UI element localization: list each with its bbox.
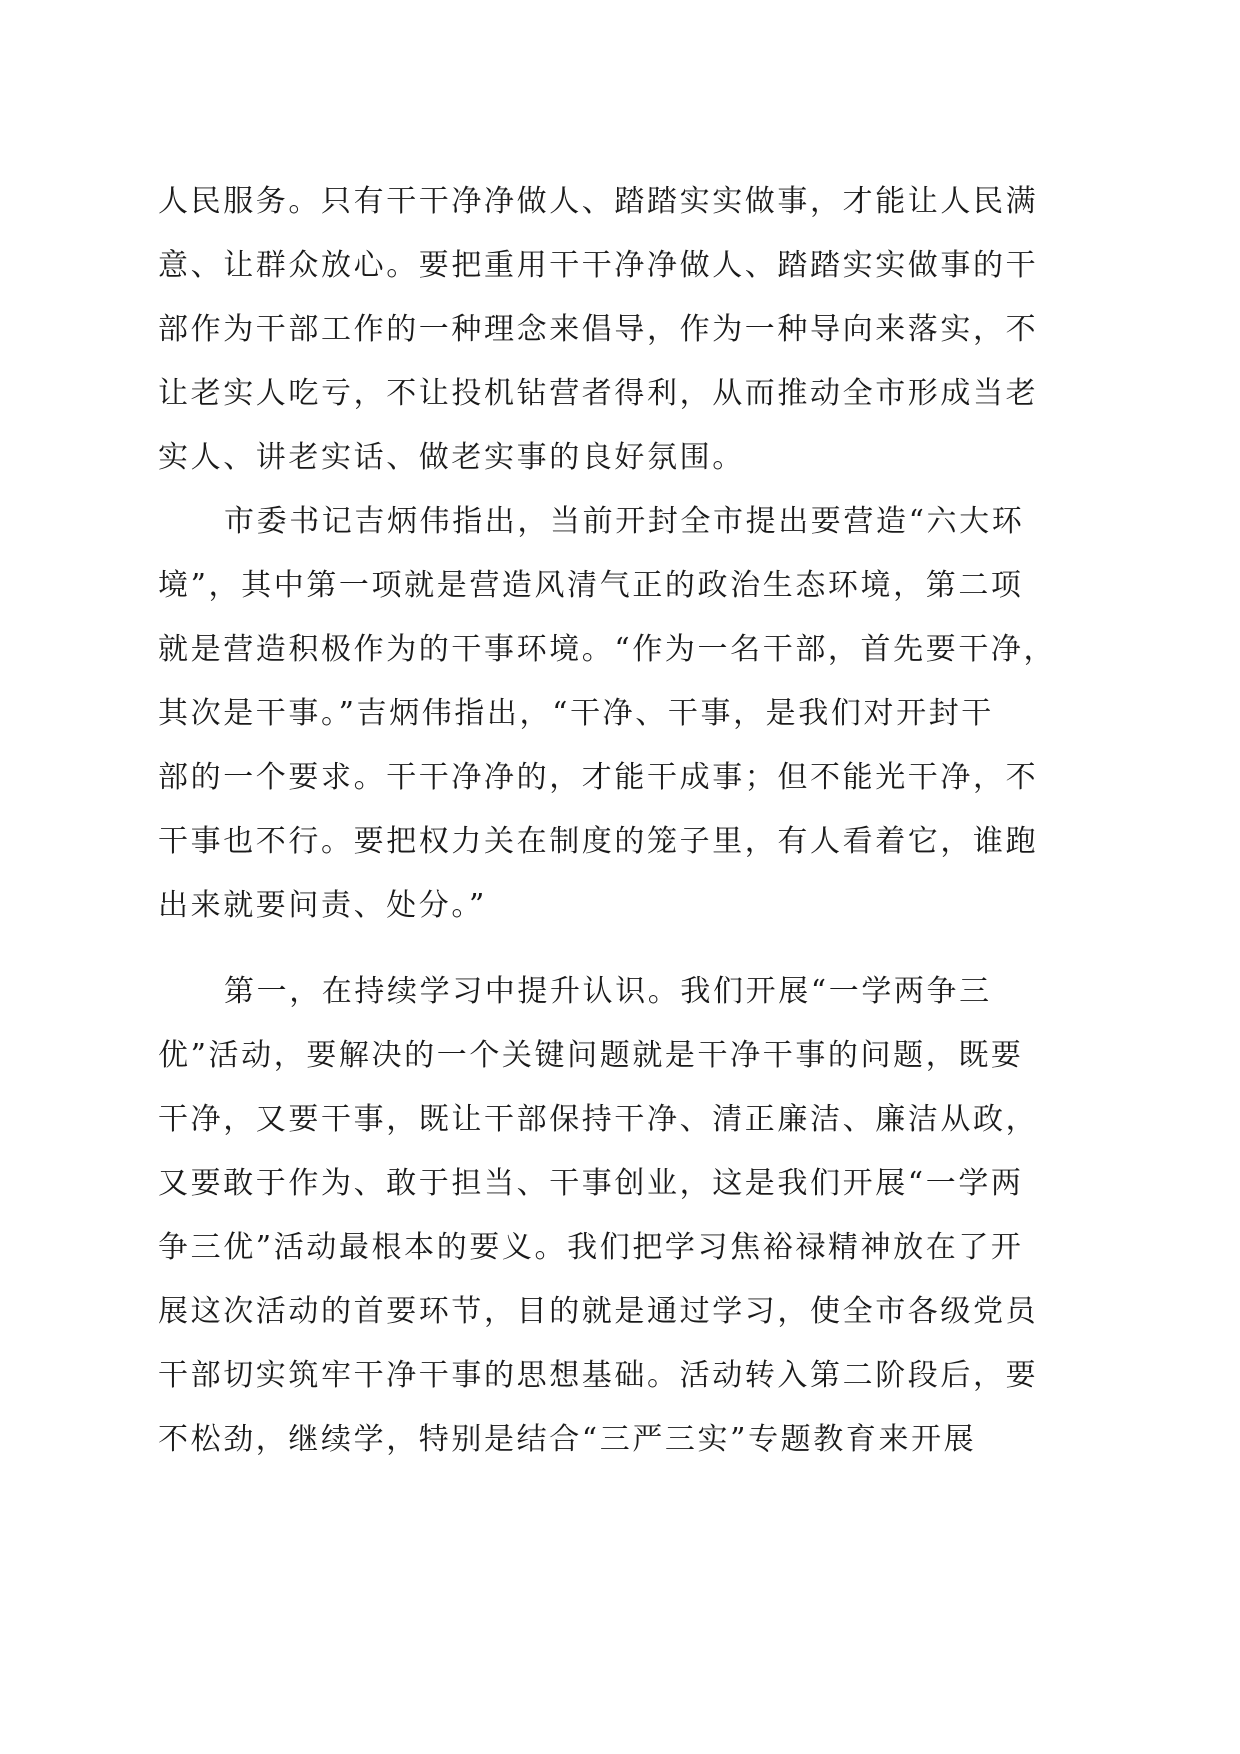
paragraph-line: 意、让群众放心。要把重用干干净净做人、踏踏实实做事的干: [158, 248, 1039, 283]
paragraph-line: 展这次活动的首要环节，目的就是通过学习，使全市各级党员: [158, 1294, 1039, 1329]
paragraph-line: 市委书记吉炳伟指出，当前开封全市提出要营造“六大环: [224, 504, 1025, 539]
paragraph-2: [158, 490, 1078, 938]
paragraph-line: 部作为干部工作的一种理念来倡导，作为一种导向来落实，不: [158, 312, 1039, 347]
paragraph-line: 干部切实筑牢干净干事的思想基础。活动转入第二阶段后，要: [158, 1358, 1039, 1393]
paragraph-line: 其次是干事。”吉炳伟指出，“干净、干事，是我们对开封干: [158, 696, 994, 731]
paragraph-line: 第一，在持续学习中提升认识。我们开展“一学两争三: [224, 974, 992, 1009]
paragraph-line: 又要敢于作为、敢于担当、干事创业，这是我们开展“一学两: [158, 1166, 1024, 1201]
paragraph-line: 部的一个要求。干干净净的，才能干成事；但不能光干净，不: [158, 760, 1039, 795]
paragraph-line: 让老实人吃亏，不让投机钻营者得利，从而推动全市形成当老: [158, 376, 1039, 411]
paragraph-1: [158, 170, 1078, 490]
paragraph-line: 优”活动，要解决的一个关键问题就是干净干事的问题，既要: [158, 1038, 1024, 1073]
paragraph-line: 干事也不行。要把权力关在制度的笼子里，有人看着它，谁跑: [158, 824, 1039, 859]
paragraph-line: 争三优”活动最根本的要义。我们把学习焦裕禄精神放在了开: [158, 1230, 1024, 1265]
paragraph-line: 实人、讲老实话、做老实事的良好氛围。: [158, 440, 745, 475]
paragraph-line: 干净，又要干事，既让干部保持干净、清正廉洁、廉洁从政，: [158, 1102, 1039, 1137]
paragraph-line: 境”，其中第一项就是营造风清气正的政治生态环境，第二项: [158, 568, 1024, 603]
paragraph-3: [158, 960, 1078, 1472]
paragraph-line: 不松劲，继续学，特别是结合“三严三实”专题教育来开展: [158, 1422, 977, 1457]
paragraph-line: 就是营造积极作为的干事环境。“作为一名干部，首先要干净，: [158, 632, 1057, 667]
paragraph-line: 出来就要问责、处分。”: [158, 888, 487, 923]
paragraph-line: 人民服务。只有干干净净做人、踏踏实实做事，才能让人民满: [158, 184, 1039, 219]
